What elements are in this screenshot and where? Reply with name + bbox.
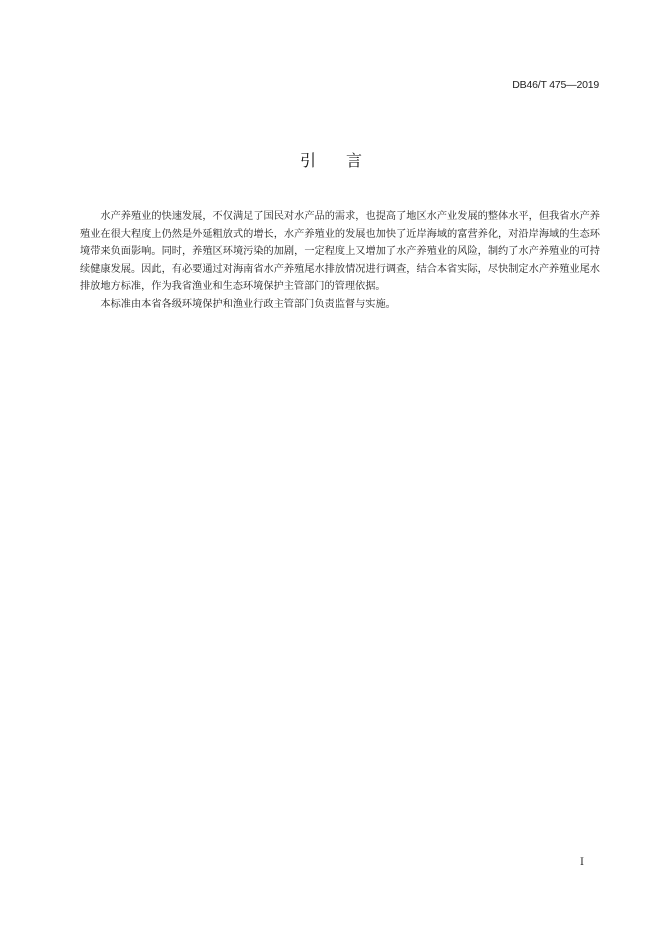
paragraph-supervision: 本标准由本省各级环境保护和渔业行政主管部门负责监督与实施。 bbox=[100, 298, 396, 310]
document-code: DB46/T 475—2019 bbox=[512, 79, 599, 91]
introduction-body bbox=[80, 208, 600, 314]
page-title: 引言 bbox=[299, 151, 392, 170]
page-number: I bbox=[580, 857, 584, 868]
paragraph-background: 水产养殖业的快速发展，不仅满足了国民对水产品的需求，也提高了地区水产业发展的整体水平，但我省水产养殖业在很大程度上仍然是外延粗放式的增长，水产养殖业的发展也加快了近岸海域的富营养化，对沿岸海域的生态环境带来负面影响。同时，养殖区环境污染的加剧，一定程度上又增加了水产养殖业的风险，制约了水产养殖业的可持续健康发展。因此，有必要通过对海南省水产养殖尾水排放情况进行调查，结合本省实际，尽快制定水产养殖业尾水排放地方标准，作为我省渔业和生态环境保护主管部门的管理依据。 bbox=[80, 211, 600, 293]
